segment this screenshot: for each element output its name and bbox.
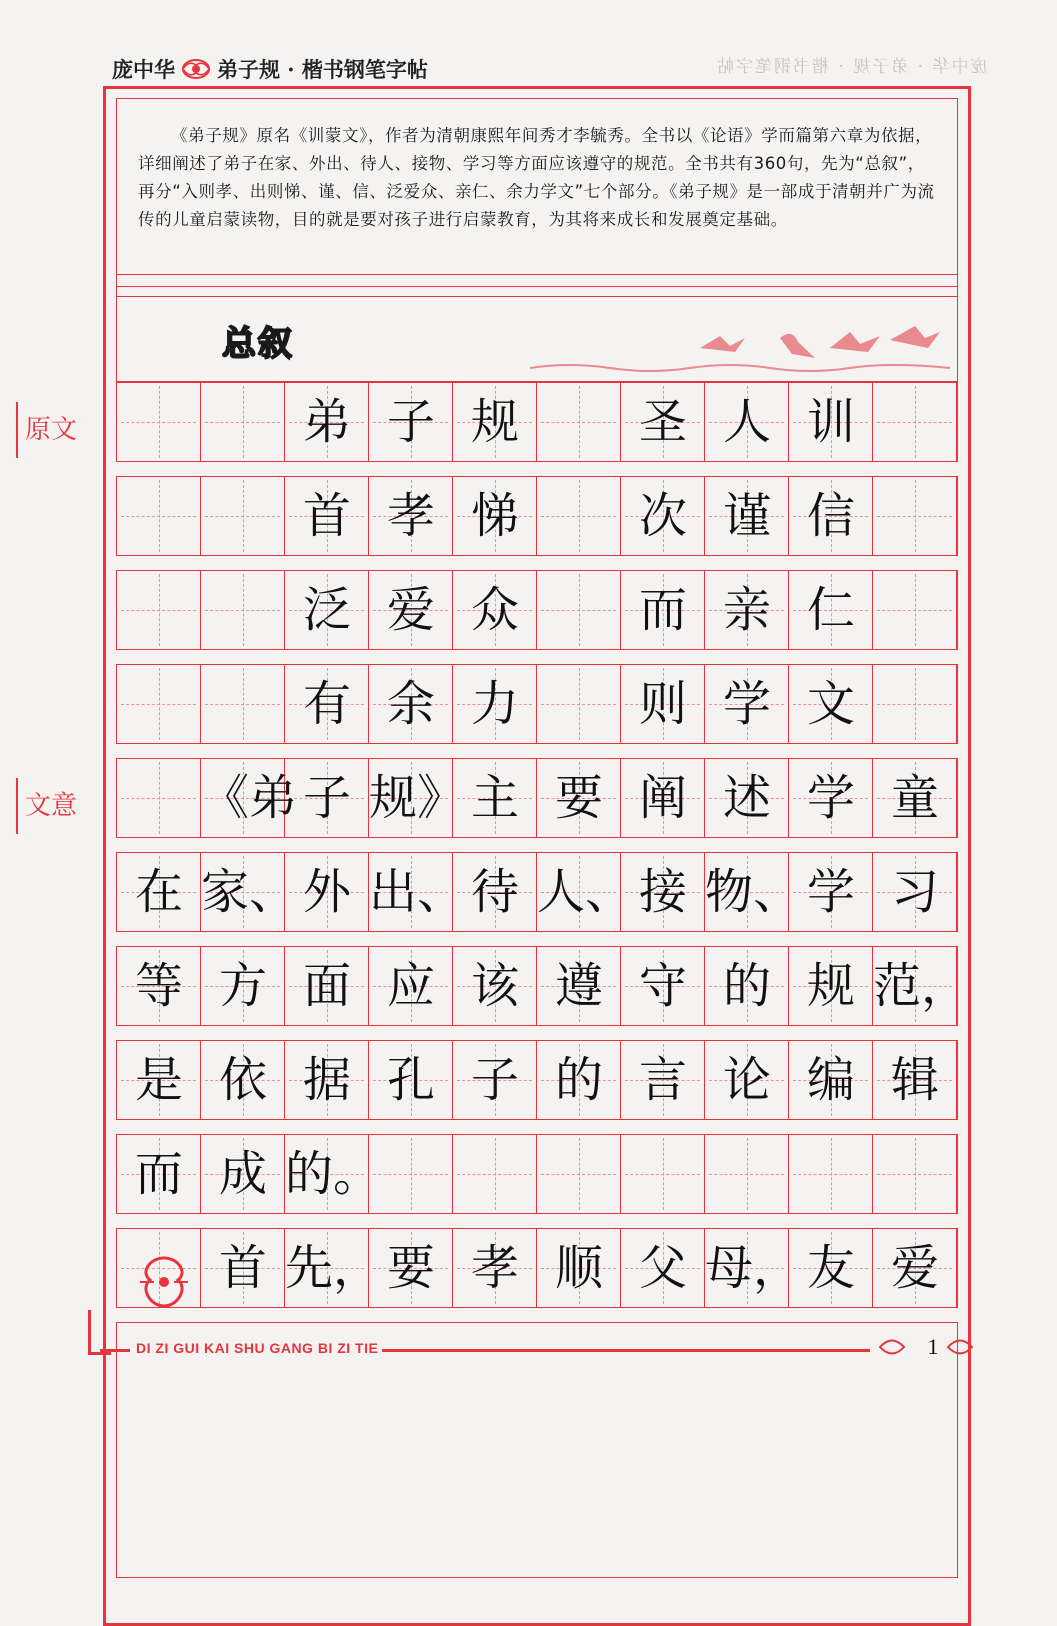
flourish-icon	[132, 1252, 196, 1312]
practice-character: 圣	[638, 394, 687, 450]
practice-character: 母，	[705, 1240, 802, 1296]
label-original: 原文	[16, 402, 84, 458]
practice-character: 接	[638, 864, 687, 920]
grid-row	[116, 1228, 958, 1308]
divider	[116, 274, 958, 275]
practice-character: 学	[806, 864, 855, 920]
grid-cell	[117, 476, 201, 556]
practice-character: 子	[386, 394, 435, 450]
practice-character: 规	[806, 958, 855, 1014]
grid-cell	[117, 382, 201, 462]
section-title: 总叙	[222, 324, 294, 364]
grid-row	[116, 852, 958, 932]
practice-character: 首	[302, 488, 351, 544]
practice-character: 众	[470, 582, 519, 638]
practice-character: 习	[890, 864, 939, 920]
grid-cell	[117, 570, 201, 650]
row-separator	[116, 1025, 958, 1041]
practice-character: 次	[638, 488, 687, 544]
grid-cell	[705, 1134, 789, 1214]
practice-character: 要	[554, 770, 603, 826]
grid-cell	[537, 570, 621, 650]
practice-character: 童	[890, 770, 939, 826]
practice-character: 父	[638, 1240, 687, 1296]
grid-cell	[873, 382, 957, 462]
practice-character: 孝	[470, 1240, 519, 1296]
row-separator	[116, 931, 958, 947]
practice-character: 规	[470, 394, 519, 450]
grid-cell	[201, 570, 285, 650]
practice-character: 《弟	[201, 770, 298, 826]
footer-line	[380, 1349, 870, 1352]
grid-row	[116, 382, 958, 462]
practice-character: 首	[218, 1240, 267, 1296]
page-header	[112, 54, 428, 84]
practice-character: 主	[470, 770, 519, 826]
grid-cell	[201, 476, 285, 556]
book-title: 弟子规 · 楷书钢笔字帖	[217, 57, 428, 82]
practice-character: 述	[722, 770, 771, 826]
practice-character: 在	[134, 864, 183, 920]
practice-character: 文	[806, 676, 855, 732]
practice-character: 遵	[554, 958, 603, 1014]
grid-row	[116, 570, 958, 650]
page-number: 1	[927, 1334, 939, 1359]
grid-row	[116, 1040, 958, 1120]
row-separator	[116, 555, 958, 571]
practice-character: 等	[134, 958, 183, 1014]
practice-character: 孔	[386, 1052, 435, 1108]
practice-character: 子	[302, 770, 351, 826]
practice-character: 学	[806, 770, 855, 826]
practice-character: 论	[722, 1052, 771, 1108]
row-separator	[116, 1307, 958, 1323]
practice-character: 守	[638, 958, 687, 1014]
practice-character: 弟	[302, 394, 351, 450]
grid-cell	[789, 1134, 873, 1214]
grid-cell	[117, 758, 201, 838]
grid-cell	[201, 664, 285, 744]
practice-character: 家、	[201, 864, 298, 920]
practice-character: 而	[134, 1146, 183, 1202]
practice-character: 人、	[537, 864, 634, 920]
birds-illustration	[530, 318, 950, 378]
grid-cell	[873, 570, 957, 650]
grid-row	[116, 664, 958, 744]
practice-character: 的	[722, 958, 771, 1014]
row-separator	[116, 837, 958, 853]
row-separator	[116, 743, 958, 759]
grid-cell	[369, 1134, 453, 1214]
practice-character: 言	[638, 1052, 687, 1108]
practice-character: 余	[386, 676, 435, 732]
grid-cell	[537, 476, 621, 556]
footer-line	[100, 1349, 130, 1352]
practice-character: 要	[386, 1240, 435, 1296]
practice-character: 编	[806, 1052, 855, 1108]
practice-character: 该	[470, 958, 519, 1014]
practice-character: 辑	[890, 1052, 939, 1108]
grid-cell	[117, 664, 201, 744]
practice-character: 友	[806, 1240, 855, 1296]
practice-character: 依	[218, 1052, 267, 1108]
grid-cell	[873, 476, 957, 556]
row-separator	[116, 1213, 958, 1229]
label-meaning: 文意	[16, 778, 84, 834]
grid-cell	[537, 382, 621, 462]
practice-character: 是	[134, 1052, 183, 1108]
grid-cell	[201, 382, 285, 462]
practice-character: 爱	[890, 1240, 939, 1296]
bleed-through-text: 庞中华 · 弟子规 · 楷书钢笔字帖	[714, 57, 987, 77]
practice-character: 信	[806, 488, 855, 544]
row-separator	[116, 649, 958, 665]
practice-character: 外	[302, 864, 351, 920]
row-separator	[116, 1119, 958, 1135]
grid-row	[116, 946, 970, 1026]
practice-character: 爱	[386, 582, 435, 638]
practice-character: 的。	[285, 1146, 382, 1202]
practice-character: 待	[470, 864, 519, 920]
grid-cell	[621, 1134, 705, 1214]
practice-character: 孝	[386, 488, 435, 544]
flower-ornament-icon	[181, 58, 211, 80]
grid-row	[116, 1134, 958, 1214]
practice-character: 力	[470, 676, 519, 732]
practice-character: 先，	[285, 1240, 382, 1296]
divider	[116, 296, 958, 297]
practice-character: 学	[722, 676, 771, 732]
grid-cell	[873, 664, 957, 744]
grid-cell	[537, 664, 621, 744]
practice-character: 有	[302, 676, 351, 732]
intro-paragraph: 《弟子规》原名《训蒙文》，作者为清朝康熙年间秀才李毓秀。全书以《论语》学而篇第六章为依据，详细阐述了弟子在家、外出、待人、接物、学习等方面应该遵守的规范。全书共有360句，先为“总叙”，再分“入则孝、出则悌、谨、信、泛爱众、亲仁、余力学文”七个部分。《弟子规》是一部成于清朝并广为流传的儿童启蒙读物，目的就是要对孩子进行启蒙教育，为其将来成长和发展奠定基础。	[138, 126, 935, 229]
grid-row	[116, 758, 958, 838]
grid-cell	[453, 1134, 537, 1214]
grid-cell	[537, 1134, 621, 1214]
footer-text: DI ZI GUI KAI SHU GANG BI ZI TIE	[132, 1340, 382, 1356]
practice-character: 谨	[722, 488, 771, 544]
practice-character: 面	[302, 958, 351, 1014]
practice-character: 则	[638, 676, 687, 732]
grid-row	[116, 476, 958, 556]
practice-character: 阐	[638, 770, 687, 826]
divider	[116, 286, 958, 287]
grid-top-line	[116, 381, 958, 383]
practice-character: 的	[554, 1052, 603, 1108]
practice-character: 人	[722, 394, 771, 450]
practice-character: 而	[638, 582, 687, 638]
practice-character: 物、	[705, 864, 802, 920]
grid-cell	[873, 1134, 957, 1214]
practice-character: 成	[218, 1146, 267, 1202]
practice-character: 训	[806, 394, 855, 450]
practice-character: 悌	[470, 488, 519, 544]
row-separator	[116, 461, 958, 477]
practice-character: 顺	[554, 1240, 603, 1296]
practice-character: 据	[302, 1052, 351, 1108]
practice-character: 仁	[806, 582, 855, 638]
practice-character: 亲	[722, 582, 771, 638]
practice-character: 泛	[302, 582, 351, 638]
practice-character: 方	[218, 958, 267, 1014]
practice-character: 出、	[369, 864, 466, 920]
practice-character: 子	[470, 1052, 519, 1108]
practice-character: 应	[386, 958, 435, 1014]
author-name: 庞中华	[112, 57, 175, 82]
practice-character: 范，	[873, 958, 970, 1014]
practice-character: 规》	[369, 770, 466, 826]
